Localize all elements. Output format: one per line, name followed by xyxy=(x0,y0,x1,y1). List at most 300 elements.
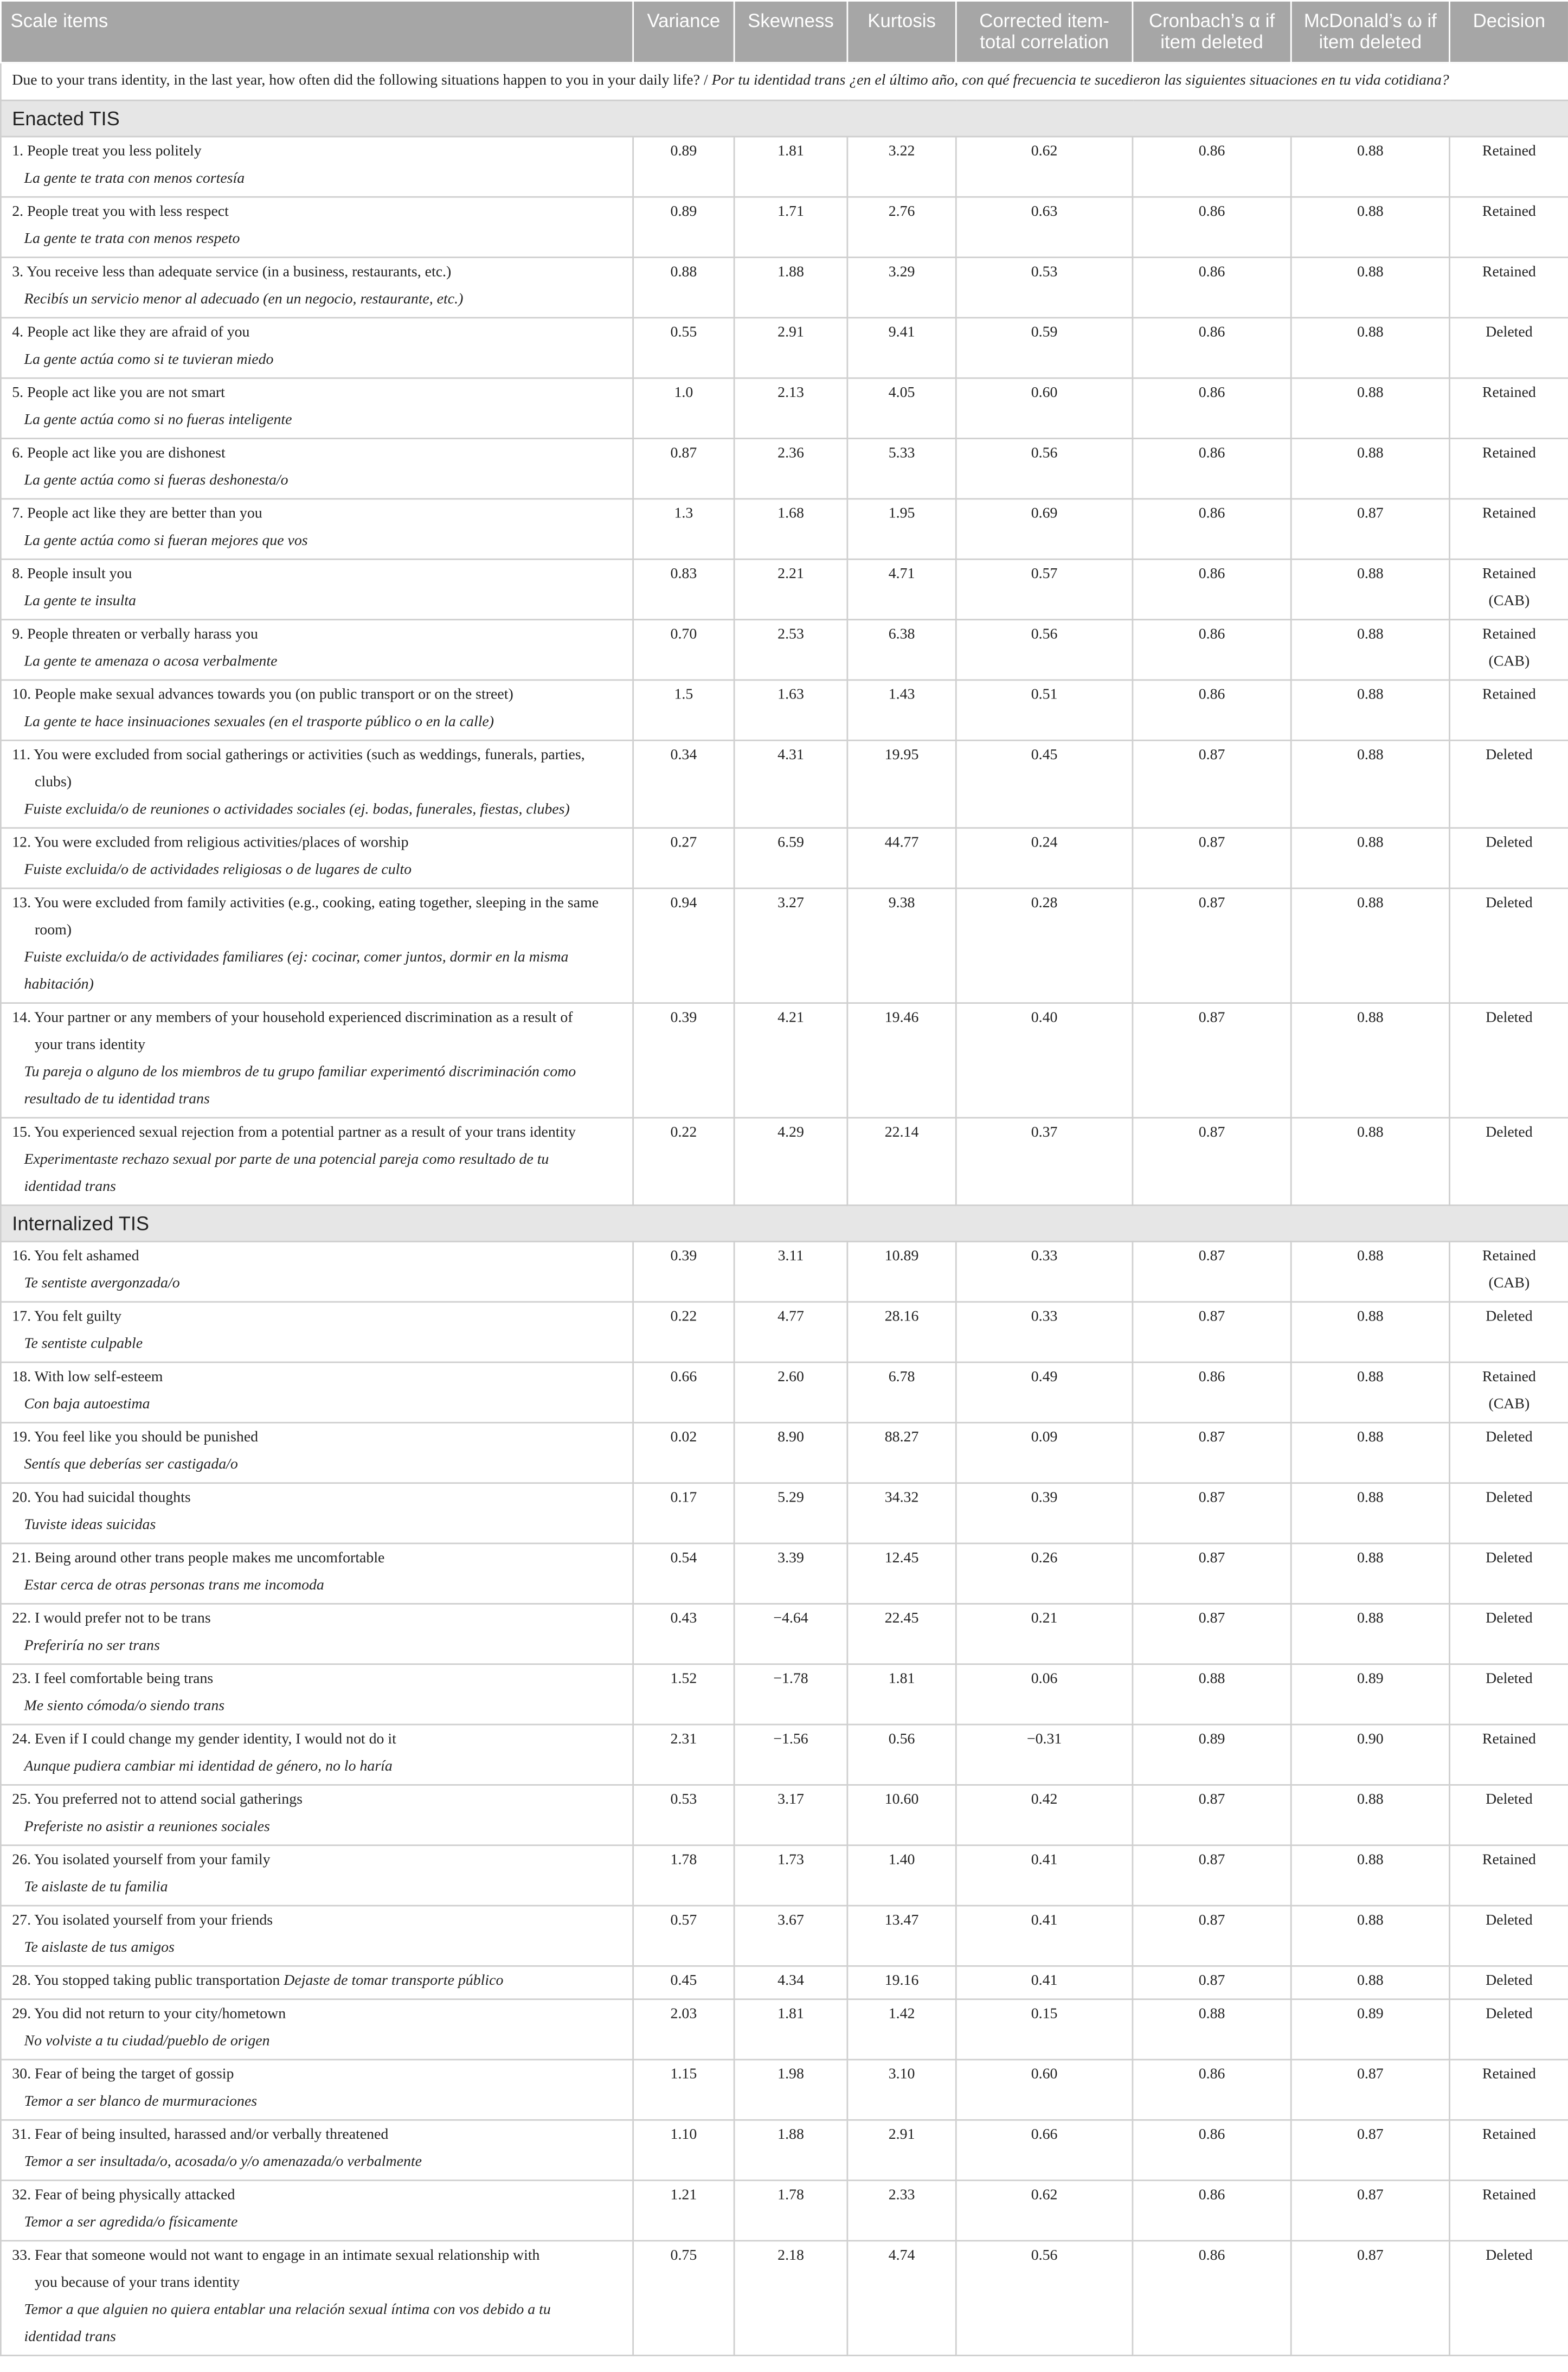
skewness-value: 3.39 xyxy=(777,1550,804,1567)
alpha-value: 0.86 xyxy=(1198,2247,1225,2265)
skewness-cell xyxy=(734,1362,847,1422)
header-mcdonald-omega: McDonald’s ω if item deleted xyxy=(1291,1,1449,62)
correlation-cell xyxy=(956,318,1133,378)
kurtosis-cell xyxy=(847,1422,956,1483)
alpha-value: 0.87 xyxy=(1198,1791,1225,1809)
alpha-value: 0.86 xyxy=(1198,687,1225,704)
omega-cell xyxy=(1291,1845,1449,1906)
item-cell xyxy=(1,2120,633,2180)
omega-value: 0.88 xyxy=(1357,1791,1384,1809)
omega-cell xyxy=(1291,1604,1449,1664)
omega-cell xyxy=(1291,1302,1449,1362)
item-spanish: La gente actúa como si fueras deshonesta/o xyxy=(24,472,288,489)
table-row xyxy=(1,1483,1568,1543)
omega-value: 0.88 xyxy=(1357,1972,1384,1990)
correlation-cell xyxy=(956,740,1133,828)
alpha-value: 0.88 xyxy=(1198,2006,1225,2023)
table-row xyxy=(1,197,1568,257)
kurtosis-cell xyxy=(847,1966,956,1999)
decision-cell xyxy=(1449,1362,1568,1422)
item-english: 29. You did not return to your city/hometown xyxy=(12,2006,286,2023)
variance-value: 0.22 xyxy=(670,1309,697,1325)
variance-cell xyxy=(633,559,734,619)
item-english: 31. Fear of being insulted, harassed and/or verbally threatened xyxy=(12,2126,389,2144)
alpha-value: 0.89 xyxy=(1198,1731,1225,1748)
decision-value: Retained xyxy=(1482,2126,1536,2144)
decision-value: Retained xyxy=(1482,264,1536,281)
decision-value: Retained xyxy=(1482,1369,1536,1386)
correlation-cell xyxy=(956,1003,1133,1118)
kurtosis-value: 0.56 xyxy=(888,1731,915,1748)
skewness-value: 3.27 xyxy=(777,895,804,912)
kurtosis-value: 10.60 xyxy=(884,1791,919,1809)
omega-value: 0.88 xyxy=(1357,747,1384,764)
variance-value: 1.5 xyxy=(674,687,693,704)
header-kurtosis: Kurtosis xyxy=(847,1,956,62)
kurtosis-value: 9.38 xyxy=(888,895,915,912)
decision-cell xyxy=(1449,2241,1568,2356)
variance-value: 0.45 xyxy=(670,1972,697,1990)
alpha-cell xyxy=(1133,2181,1291,2241)
decision-value: Deleted xyxy=(1486,1972,1533,1990)
decision-cell xyxy=(1449,1604,1568,1664)
item-english: 1. People treat you less politely xyxy=(12,143,202,161)
decision-value: Deleted xyxy=(1486,1429,1533,1446)
item-cell xyxy=(1,1483,633,1543)
table-row xyxy=(1,1664,1568,1724)
omega-value: 0.88 xyxy=(1357,687,1384,704)
skewness-value: 1.68 xyxy=(777,505,804,523)
correlation-value: 0.09 xyxy=(1031,1429,1058,1446)
item-cell xyxy=(1,1664,633,1724)
table-row xyxy=(1,1241,1568,1302)
correlation-cell xyxy=(956,1845,1133,1906)
omega-value: 0.88 xyxy=(1357,1309,1384,1325)
item-spanish: Temor a ser blanco de murmuraciones xyxy=(24,2093,258,2111)
item-english: 8. People insult you xyxy=(12,566,132,583)
decision-cell xyxy=(1449,258,1568,318)
alpha-cell xyxy=(1133,1604,1291,1664)
decision-cell xyxy=(1449,2120,1568,2180)
variance-value: 0.34 xyxy=(670,747,697,764)
item-english: 28. You stopped taking public transportation xyxy=(12,1972,280,1990)
decision-cell xyxy=(1449,1483,1568,1543)
kurtosis-cell xyxy=(847,2120,956,2180)
table-row xyxy=(1,620,1568,680)
kurtosis-cell xyxy=(847,559,956,619)
correlation-cell xyxy=(956,1362,1133,1422)
skewness-value: 1.78 xyxy=(777,2187,804,2204)
alpha-value: 0.86 xyxy=(1198,143,1225,161)
correlation-value: 0.66 xyxy=(1031,2126,1058,2144)
item-cell xyxy=(1,1906,633,1966)
kurtosis-value: 2.76 xyxy=(888,203,915,221)
decision-value: Deleted xyxy=(1486,2006,1533,2023)
correlation-cell xyxy=(956,1241,1133,1302)
skewness-cell xyxy=(734,2241,847,2356)
alpha-value: 0.88 xyxy=(1198,1671,1225,1688)
item-spanish: Aunque pudiera cambiar mi identidad de género, no lo haría xyxy=(24,1758,393,1775)
kurtosis-cell xyxy=(847,1483,956,1543)
alpha-cell xyxy=(1133,2120,1291,2180)
kurtosis-value: 4.71 xyxy=(888,566,915,583)
correlation-cell xyxy=(956,1118,1133,1205)
correlation-value: 0.28 xyxy=(1031,895,1058,912)
decision-note: (CAB) xyxy=(1488,593,1530,610)
item-cell xyxy=(1,1543,633,1604)
omega-cell xyxy=(1291,1906,1449,1966)
omega-value: 0.87 xyxy=(1357,2187,1384,2204)
decision-value: Deleted xyxy=(1486,835,1533,851)
correlation-cell xyxy=(956,258,1133,318)
item-spanish: Fuiste excluida/o de reuniones o actividades sociales (ej. bodas, funerales, fiestas, clubes) xyxy=(24,801,570,818)
variance-cell xyxy=(633,1724,734,1785)
item-cell xyxy=(1,1241,633,1302)
decision-cell xyxy=(1449,1999,1568,2060)
decision-cell xyxy=(1449,1118,1568,1205)
omega-cell xyxy=(1291,680,1449,740)
variance-value: 0.54 xyxy=(670,1550,697,1567)
correlation-cell xyxy=(956,888,1133,1003)
variance-cell xyxy=(633,1845,734,1906)
table-row xyxy=(1,559,1568,619)
alpha-value: 0.86 xyxy=(1198,264,1225,281)
item-spanish-continued: habitación) xyxy=(24,976,94,993)
decision-value: Deleted xyxy=(1486,747,1533,764)
kurtosis-cell xyxy=(847,439,956,499)
variance-cell xyxy=(633,197,734,257)
variance-value: 1.0 xyxy=(674,384,693,402)
item-english: 15. You experienced sexual rejection from a potential partner as a result of your trans identity xyxy=(12,1124,576,1142)
decision-cell xyxy=(1449,2181,1568,2241)
item-english-continued: clubs) xyxy=(35,774,72,791)
skewness-value: 4.29 xyxy=(777,1124,804,1142)
skewness-cell xyxy=(734,1966,847,1999)
alpha-cell xyxy=(1133,378,1291,438)
prompt-row xyxy=(1,63,1568,101)
item-cell xyxy=(1,620,633,680)
kurtosis-cell xyxy=(847,2060,956,2120)
decision-value: Deleted xyxy=(1486,1490,1533,1506)
item-english: 26. You isolated yourself from your family xyxy=(12,1852,271,1869)
skewness-cell xyxy=(734,1422,847,1483)
omega-cell xyxy=(1291,1422,1449,1483)
kurtosis-cell xyxy=(847,740,956,828)
variance-value: 0.27 xyxy=(670,835,697,851)
item-cell xyxy=(1,680,633,740)
prompt-spanish: Por tu identidad trans ¿en el último año, con qué frecuencia te sucedieron las siguientes situaciones en tu vida cotidiana? xyxy=(711,72,1449,89)
item-spanish-continued: identidad trans xyxy=(24,2329,116,2346)
decision-value: Retained xyxy=(1482,626,1536,643)
correlation-cell xyxy=(956,439,1133,499)
omega-value: 0.88 xyxy=(1357,1369,1384,1386)
kurtosis-value: 1.95 xyxy=(888,505,915,523)
omega-value: 0.88 xyxy=(1357,895,1384,912)
correlation-cell xyxy=(956,1906,1133,1966)
variance-value: 0.89 xyxy=(670,203,697,221)
omega-value: 0.88 xyxy=(1357,626,1384,643)
item-english: 18. With low self-esteem xyxy=(12,1369,163,1386)
alpha-cell xyxy=(1133,499,1291,559)
correlation-cell xyxy=(956,1422,1133,1483)
item-cell xyxy=(1,1966,633,1999)
correlation-value: 0.49 xyxy=(1031,1369,1058,1386)
variance-cell xyxy=(633,1664,734,1724)
item-english: 4. People act like they are afraid of you xyxy=(12,324,250,342)
omega-value: 0.88 xyxy=(1357,1912,1384,1929)
table-row xyxy=(1,2060,1568,2120)
omega-cell xyxy=(1291,1118,1449,1205)
item-cell xyxy=(1,1604,633,1664)
variance-value: 2.03 xyxy=(670,2006,697,2023)
variance-cell xyxy=(633,1999,734,2060)
correlation-value: 0.56 xyxy=(1031,626,1058,643)
kurtosis-value: 2.91 xyxy=(888,2126,915,2144)
variance-value: 0.75 xyxy=(670,2247,697,2265)
alpha-cell xyxy=(1133,1543,1291,1604)
skewness-cell xyxy=(734,1302,847,1362)
correlation-value: 0.39 xyxy=(1031,1490,1058,1506)
skewness-value: 1.63 xyxy=(777,687,804,704)
decision-cell xyxy=(1449,559,1568,619)
table-row xyxy=(1,1118,1568,1205)
table-row xyxy=(1,2120,1568,2180)
skewness-value: −4.64 xyxy=(773,1610,808,1627)
item-cell xyxy=(1,2241,633,2356)
skewness-cell xyxy=(734,1483,847,1543)
kurtosis-value: 1.81 xyxy=(888,1671,915,1688)
omega-value: 0.88 xyxy=(1357,445,1384,462)
item-spanish: Recibís un servicio menor al adecuado (en un negocio, restaurante, etc.) xyxy=(24,291,464,308)
item-english: 20. You had suicidal thoughts xyxy=(12,1490,191,1506)
kurtosis-value: 12.45 xyxy=(884,1550,919,1567)
item-english: 2. People treat you with less respect xyxy=(12,203,229,221)
skewness-value: 3.11 xyxy=(777,1248,804,1265)
kurtosis-value: 6.38 xyxy=(888,626,915,643)
kurtosis-cell xyxy=(847,1724,956,1785)
variance-cell xyxy=(633,318,734,378)
omega-value: 0.88 xyxy=(1357,1010,1384,1027)
kurtosis-value: 19.46 xyxy=(884,1010,919,1027)
decision-value: Deleted xyxy=(1486,1610,1533,1627)
variance-value: 0.70 xyxy=(670,626,697,643)
table-row xyxy=(1,137,1568,197)
decision-value: Deleted xyxy=(1486,1124,1533,1142)
decision-value: Retained xyxy=(1482,687,1536,704)
skewness-cell xyxy=(734,1664,847,1724)
item-spanish: Fuiste excluida/o de actividades familiares (ej: cocinar, comer juntos, dormir en la misma xyxy=(24,949,569,966)
skewness-cell xyxy=(734,137,847,197)
item-spanish: La gente actúa como si no fueras inteligente xyxy=(24,412,292,429)
decision-cell xyxy=(1449,1543,1568,1604)
skewness-value: −1.56 xyxy=(773,1731,808,1748)
omega-cell xyxy=(1291,378,1449,438)
alpha-value: 0.87 xyxy=(1198,895,1225,912)
item-english: 21. Being around other trans people makes me uncomfortable xyxy=(12,1550,385,1567)
alpha-cell xyxy=(1133,1966,1291,1999)
skewness-cell xyxy=(734,680,847,740)
decision-note: (CAB) xyxy=(1488,1275,1530,1292)
alpha-value: 0.86 xyxy=(1198,505,1225,523)
variance-cell xyxy=(633,499,734,559)
decision-value: Deleted xyxy=(1486,2247,1533,2265)
item-english-continued: your trans identity xyxy=(35,1037,146,1054)
item-spanish-continued: identidad trans xyxy=(24,1178,116,1196)
correlation-cell xyxy=(956,1604,1133,1664)
table-row xyxy=(1,1302,1568,1362)
skewness-cell xyxy=(734,2060,847,2120)
omega-cell xyxy=(1291,2181,1449,2241)
alpha-cell xyxy=(1133,1724,1291,1785)
item-spanish: La gente te amenaza o acosa verbalmente xyxy=(24,653,278,670)
variance-value: 0.83 xyxy=(670,566,697,583)
omega-value: 0.87 xyxy=(1357,2126,1384,2144)
variance-cell xyxy=(633,888,734,1003)
skewness-cell xyxy=(734,197,847,257)
item-english: 10. People make sexual advances towards you (on public transport or on the street) xyxy=(12,687,513,704)
decision-cell xyxy=(1449,378,1568,438)
correlation-value: 0.45 xyxy=(1031,747,1058,764)
variance-value: 0.39 xyxy=(670,1248,697,1265)
skewness-value: 1.81 xyxy=(777,143,804,161)
table-row xyxy=(1,1906,1568,1966)
omega-value: 0.88 xyxy=(1357,324,1384,342)
item-cell xyxy=(1,1003,633,1118)
kurtosis-value: 2.33 xyxy=(888,2187,915,2204)
item-cell xyxy=(1,1302,633,1362)
kurtosis-cell xyxy=(847,828,956,888)
skewness-cell xyxy=(734,318,847,378)
item-cell xyxy=(1,258,633,318)
variance-cell xyxy=(633,2060,734,2120)
variance-cell xyxy=(633,2120,734,2180)
alpha-cell xyxy=(1133,620,1291,680)
skewness-value: 4.34 xyxy=(777,1972,804,1990)
omega-cell xyxy=(1291,828,1449,888)
alpha-value: 0.86 xyxy=(1198,566,1225,583)
item-spanish: Dejaste de tomar transporte público xyxy=(284,1972,504,1990)
omega-value: 0.89 xyxy=(1357,1671,1384,1688)
decision-value: Deleted xyxy=(1486,324,1533,342)
item-english: 9. People threaten or verbally harass you xyxy=(12,626,259,643)
correlation-cell xyxy=(956,620,1133,680)
omega-value: 0.88 xyxy=(1357,264,1384,281)
item-spanish: Te aislaste de tus amigos xyxy=(24,1939,175,1957)
skewness-value: 4.77 xyxy=(777,1309,804,1325)
item-english: 24. Even if I could change my gender identity, I would not do it xyxy=(12,1731,396,1748)
decision-value: Deleted xyxy=(1486,1010,1533,1027)
correlation-cell xyxy=(956,1785,1133,1845)
variance-cell xyxy=(633,2181,734,2241)
correlation-value: 0.33 xyxy=(1031,1248,1058,1265)
table-row xyxy=(1,258,1568,318)
skewness-cell xyxy=(734,1118,847,1205)
decision-cell xyxy=(1449,828,1568,888)
table-row xyxy=(1,1724,1568,1785)
item-spanish: Tuviste ideas suicidas xyxy=(24,1517,156,1534)
decision-value: Deleted xyxy=(1486,1671,1533,1688)
correlation-cell xyxy=(956,1999,1133,2060)
correlation-cell xyxy=(956,680,1133,740)
omega-value: 0.88 xyxy=(1357,566,1384,583)
section-row xyxy=(1,1206,1568,1242)
kurtosis-cell xyxy=(847,888,956,1003)
alpha-value: 0.87 xyxy=(1198,1309,1225,1325)
omega-cell xyxy=(1291,1483,1449,1543)
decision-note: (CAB) xyxy=(1488,653,1530,670)
skewness-cell xyxy=(734,1604,847,1664)
correlation-cell xyxy=(956,1966,1133,1999)
item-spanish: Tu pareja o alguno de los miembros de tu grupo familiar experimentó discriminación como xyxy=(24,1064,576,1081)
decision-cell xyxy=(1449,1845,1568,1906)
skewness-value: 1.88 xyxy=(777,264,804,281)
alpha-cell xyxy=(1133,1999,1291,2060)
table-row xyxy=(1,2181,1568,2241)
variance-cell xyxy=(633,1422,734,1483)
alpha-value: 0.87 xyxy=(1198,747,1225,764)
variance-cell xyxy=(633,740,734,828)
item-spanish: Experimentaste rechazo sexual por parte de una potencial pareja como resultado de tu xyxy=(24,1151,549,1169)
item-english: 32. Fear of being physically attacked xyxy=(12,2187,235,2204)
kurtosis-value: 1.42 xyxy=(888,2006,915,2023)
skewness-cell xyxy=(734,1906,847,1966)
variance-cell xyxy=(633,1604,734,1664)
alpha-cell xyxy=(1133,1241,1291,1302)
kurtosis-cell xyxy=(847,620,956,680)
item-cell xyxy=(1,439,633,499)
alpha-value: 0.86 xyxy=(1198,1369,1225,1386)
decision-cell xyxy=(1449,1664,1568,1724)
alpha-cell xyxy=(1133,1302,1291,1362)
variance-value: 0.89 xyxy=(670,143,697,161)
decision-value: Retained xyxy=(1482,1731,1536,1748)
decision-cell xyxy=(1449,2060,1568,2120)
correlation-cell xyxy=(956,197,1133,257)
decision-value: Retained xyxy=(1482,1852,1536,1869)
alpha-cell xyxy=(1133,828,1291,888)
variance-value: 0.55 xyxy=(670,324,697,342)
variance-cell xyxy=(633,1302,734,1362)
variance-value: 0.02 xyxy=(670,1429,697,1446)
skewness-cell xyxy=(734,828,847,888)
kurtosis-cell xyxy=(847,1664,956,1724)
kurtosis-cell xyxy=(847,1906,956,1966)
correlation-value: 0.53 xyxy=(1031,264,1058,281)
table-row xyxy=(1,740,1568,828)
item-cell xyxy=(1,499,633,559)
skewness-value: 1.98 xyxy=(777,2066,804,2083)
section-title: Enacted TIS xyxy=(1,100,1568,137)
item-cell xyxy=(1,888,633,1003)
variance-cell xyxy=(633,1785,734,1845)
skewness-cell xyxy=(734,1999,847,2060)
kurtosis-value: 22.14 xyxy=(884,1124,919,1142)
decision-value: Retained xyxy=(1482,143,1536,161)
decision-cell xyxy=(1449,1003,1568,1118)
alpha-value: 0.87 xyxy=(1198,1248,1225,1265)
correlation-value: 0.62 xyxy=(1031,2187,1058,2204)
omega-value: 0.87 xyxy=(1357,2247,1384,2265)
table-row xyxy=(1,1604,1568,1664)
variance-cell xyxy=(633,2241,734,2356)
omega-cell xyxy=(1291,1543,1449,1604)
kurtosis-cell xyxy=(847,2181,956,2241)
omega-cell xyxy=(1291,2120,1449,2180)
item-cell xyxy=(1,1999,633,2060)
alpha-cell xyxy=(1133,137,1291,197)
item-english: 30. Fear of being the target of gossip xyxy=(12,2066,234,2083)
alpha-cell xyxy=(1133,2241,1291,2356)
